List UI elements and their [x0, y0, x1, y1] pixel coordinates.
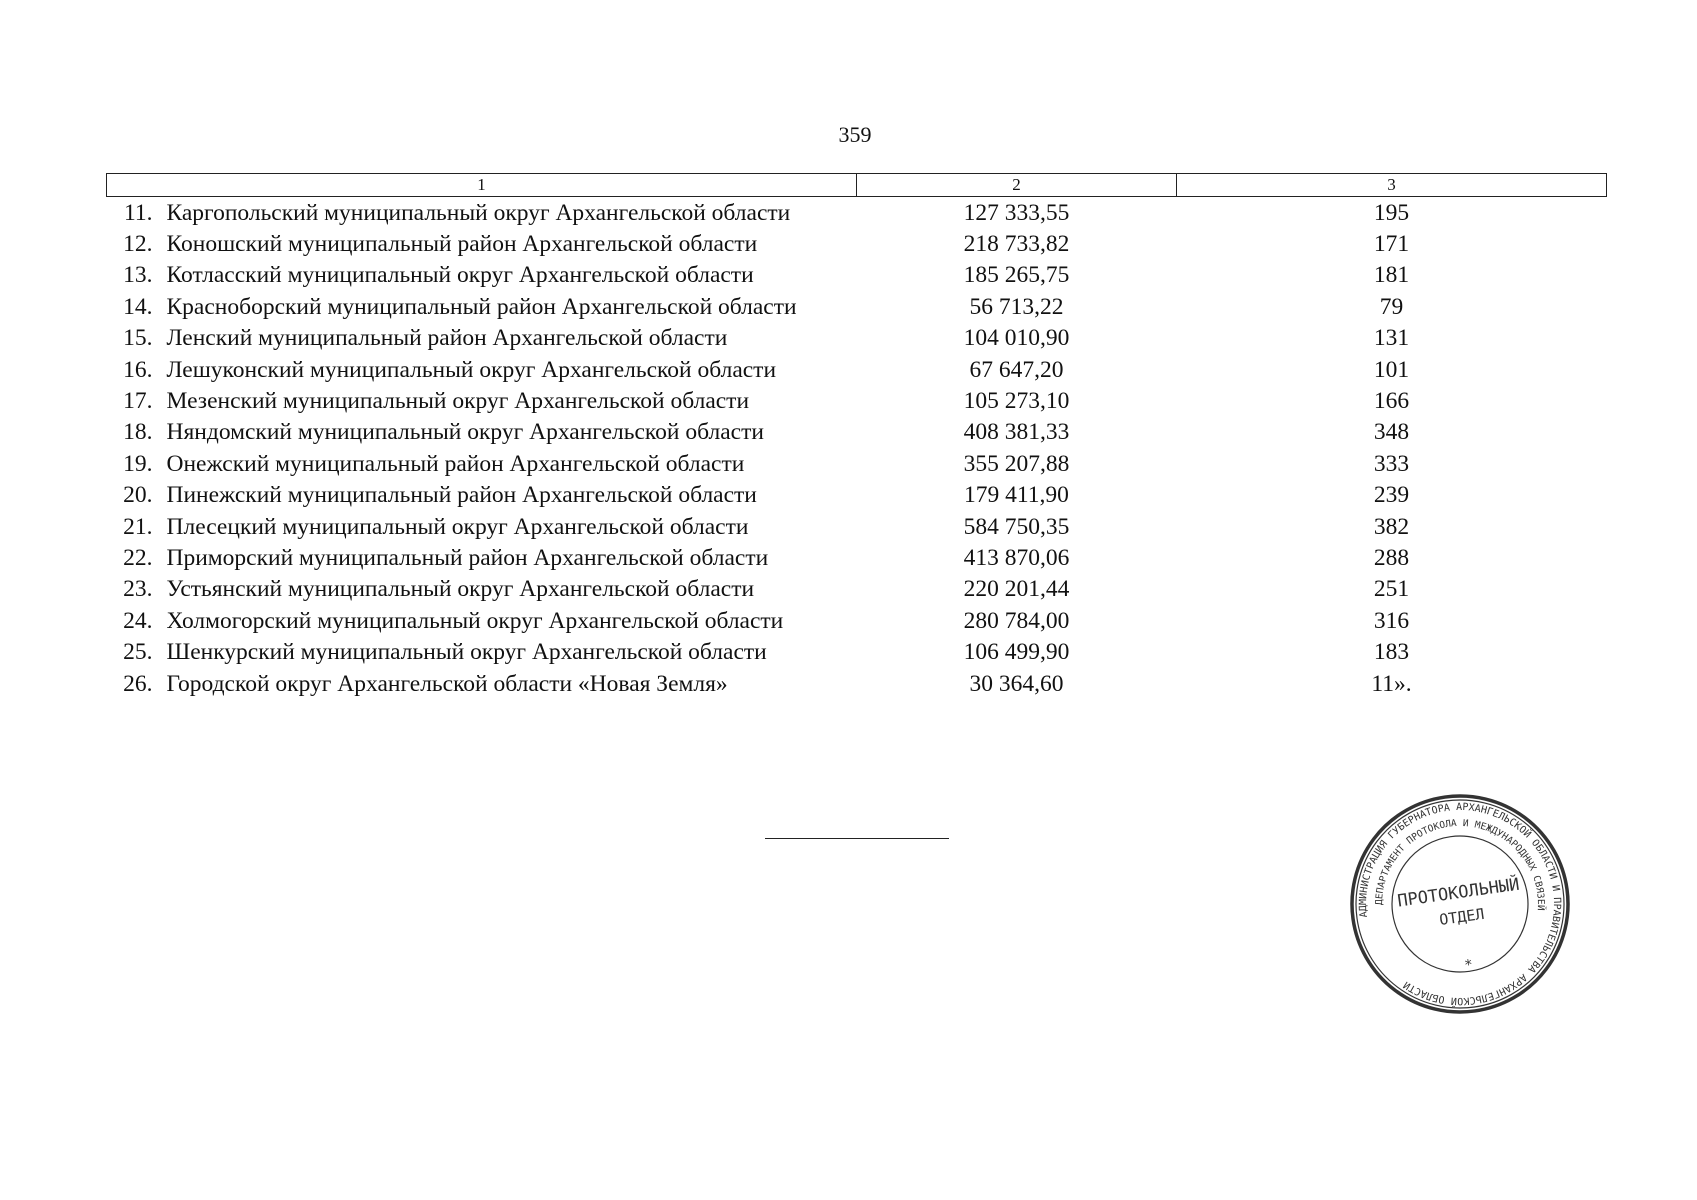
row-value: 104 010,90 [963, 325, 1070, 352]
table-row [107, 197, 1607, 229]
table-row [107, 480, 1607, 511]
row-name: Ленский муниципальный район Архангельской области [166, 325, 728, 352]
end-rule [765, 838, 949, 839]
page-number: 359 [838, 122, 872, 147]
row-count: 239 [1373, 482, 1410, 509]
row-number: 24. [123, 607, 153, 634]
table-row [107, 574, 1607, 605]
table-row [107, 354, 1607, 385]
table-row [107, 605, 1607, 636]
row-number: 14. [123, 293, 153, 320]
row-count: 195 [1373, 199, 1410, 226]
row-count: 79 [1379, 293, 1404, 320]
table-header-row [107, 174, 1607, 197]
data-table [106, 173, 1607, 699]
row-count: 101 [1373, 356, 1410, 383]
row-name: Няндомский муниципальный округ Архангельской области [166, 419, 764, 446]
row-number: 13. [123, 262, 153, 289]
row-value: 355 207,88 [963, 450, 1070, 477]
column-header-2: 2 [857, 174, 1177, 197]
row-name: Котласский муниципальный округ Архангельской области [166, 262, 754, 289]
row-number: 11. [123, 199, 153, 226]
row-name: Шенкурский муниципальный округ Архангельской области [166, 639, 767, 666]
row-count: 251 [1373, 576, 1410, 603]
table-row [107, 511, 1607, 542]
row-value: 67 647,20 [969, 356, 1064, 383]
row-count: 316 [1373, 607, 1410, 634]
row-name: Лешуконский муниципальный округ Архангельской области [166, 356, 777, 383]
row-count: 288 [1373, 544, 1410, 571]
row-count: 382 [1373, 513, 1410, 540]
table-row [107, 228, 1607, 259]
row-value: 280 784,00 [963, 607, 1070, 634]
table-row [107, 417, 1607, 448]
row-name: Приморский муниципальный район Архангельской области [166, 544, 769, 571]
row-value: 185 265,75 [963, 262, 1070, 289]
table-row [107, 448, 1607, 479]
row-value: 584 750,35 [963, 513, 1070, 540]
row-count: 171 [1373, 231, 1410, 258]
row-count: 181 [1373, 262, 1410, 289]
row-value: 218 733,82 [963, 231, 1070, 258]
row-number: 26. [123, 670, 153, 697]
stamp-inner-text: ДЕПАРТАМЕНТ ПРОТОКОЛА И МЕЖДУНАРОДНЫХ СВЯЗЕЙ [1373, 817, 1547, 911]
row-value: 179 411,90 [964, 482, 1069, 509]
row-count: 11». [1371, 670, 1412, 697]
row-number: 15. [123, 325, 153, 352]
table-row [107, 542, 1607, 573]
row-number: 25. [123, 639, 153, 666]
row-name: Устьянский муниципальный округ Архангельской области [166, 576, 755, 603]
row-name: Холмогорский муниципальный округ Архангельской области [166, 607, 784, 634]
row-value: 30 364,60 [969, 670, 1064, 697]
column-header-3: 3 [1177, 174, 1607, 197]
stamp-star-icon: * [1464, 956, 1474, 974]
row-count: 131 [1373, 325, 1410, 352]
stamp-center-line-1: ПРОТОКОЛЬНЫЙ [1396, 874, 1521, 912]
row-number: 16. [123, 356, 153, 383]
protocol-department-stamp [1348, 792, 1572, 1016]
row-name: Коношский муниципальный район Архангельской области [166, 231, 758, 258]
table-body [107, 197, 1607, 700]
row-name: Онежский муниципальный район Архангельской области [166, 450, 745, 477]
row-number: 19. [123, 450, 153, 477]
table-row [107, 385, 1607, 416]
table-row [107, 323, 1607, 354]
row-count: 333 [1373, 450, 1410, 477]
row-value: 56 713,22 [969, 293, 1064, 320]
row-value: 105 273,10 [963, 388, 1070, 415]
row-value: 408 381,33 [963, 419, 1070, 446]
row-number: 23. [123, 576, 153, 603]
table-row [107, 291, 1607, 322]
row-name: Красноборский муниципальный район Архангельской области [166, 293, 797, 320]
row-name: Городской округ Архангельской области «Новая Земля» [166, 670, 728, 697]
row-count: 166 [1373, 388, 1410, 415]
row-value: 127 333,55 [963, 199, 1070, 226]
row-value: 106 499,90 [963, 639, 1070, 666]
row-name: Мезенский муниципальный округ Архангельской области [166, 388, 750, 415]
table-row [107, 636, 1607, 667]
row-value: 413 870,06 [963, 544, 1070, 571]
row-count: 348 [1373, 419, 1410, 446]
stamp-outer-text: АДМИНИСТРАЦИЯ ГУБЕРНАТОРА АРХАНГЕЛЬСКОЙ ОБЛАСТИ И ПРАВИТЕЛЬСТВА АРХАНГЕЛЬСКОЙ ОБЛАСТИ [1357, 801, 1563, 1007]
row-number: 20. [123, 482, 153, 509]
row-name: Каргопольский муниципальный округ Архангельской области [166, 199, 791, 226]
row-number: 21. [123, 513, 153, 540]
row-value: 220 201,44 [963, 576, 1070, 603]
column-header-1: 1 [107, 174, 857, 197]
row-count: 183 [1373, 639, 1410, 666]
table-row [107, 260, 1607, 291]
row-name: Пинежский муниципальный район Архангельской области [166, 482, 757, 509]
row-number: 22. [123, 544, 153, 571]
row-number: 12. [123, 231, 153, 258]
table-row [107, 668, 1607, 699]
stamp-center-line-2: ОТДЕЛ [1438, 904, 1486, 929]
row-name: Плесецкий муниципальный округ Архангельской области [166, 513, 749, 540]
row-number: 18. [123, 419, 153, 446]
row-number: 17. [123, 388, 153, 415]
